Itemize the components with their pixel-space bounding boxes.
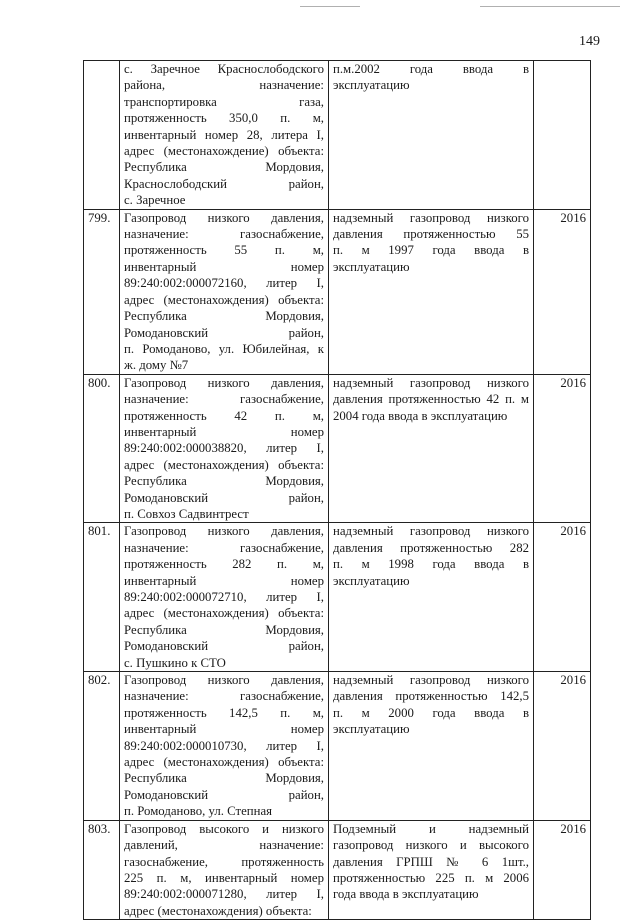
description-line: адрес (местонахождение) объекта: xyxy=(124,144,324,159)
table-row xyxy=(84,523,591,672)
characteristics-line: п.м.2002 года ввода в xyxy=(333,62,529,76)
registry-table-body xyxy=(84,61,591,920)
row-number: 801. xyxy=(84,523,120,672)
page-number: 149 xyxy=(579,34,600,49)
characteristics-line: 2004 года ввода в эксплуатацию xyxy=(333,408,508,423)
characteristics-line: п. м 1998 года ввода в xyxy=(333,557,529,572)
characteristics-line: давления протяженностью 55 xyxy=(333,227,529,242)
characteristics-line: надземный газопровод низкого xyxy=(333,673,529,688)
description-line: Ромодановский район, xyxy=(124,490,324,505)
characteristics-line: п. м 2000 года ввода в xyxy=(333,705,529,720)
characteristics-line: надземный газопровод низкого xyxy=(333,375,529,390)
description-line: п. Ромоданово, ул. Юбилейная, к xyxy=(124,341,324,356)
row-number: 803. xyxy=(84,820,120,919)
object-characteristics-cell xyxy=(329,61,534,210)
description-line: п. Ромоданово, ул. Степная xyxy=(124,804,273,819)
table-row xyxy=(84,672,591,821)
description-line: с. Заречное xyxy=(124,193,186,208)
characteristics-line: года ввода в эксплуатацию xyxy=(333,887,479,902)
description-line: с. Заречное Краснослободского xyxy=(124,62,324,76)
characteristics-line: надземный газопровод низкого xyxy=(333,210,529,225)
description-line: протяженность 282 п. м, xyxy=(124,557,324,572)
description-line: адрес (местонахождения) объекта: xyxy=(124,755,324,770)
description-line: инвентарный номер xyxy=(124,424,324,439)
characteristics-line: газопровод низкого и высокого xyxy=(333,838,529,853)
year-cell: 2016 xyxy=(534,523,591,672)
description-line: назначение: газоснабжение, xyxy=(124,689,324,704)
description-line: Республика Мордовия, xyxy=(124,160,324,175)
description-line: инвентарный номер xyxy=(124,573,324,588)
description-line: Ромодановский район, xyxy=(124,787,324,802)
description-line: протяженность 350,0 п. м, xyxy=(124,111,324,126)
description-line: назначение: газоснабжение, xyxy=(124,227,324,242)
description-line: Краснослободский район, xyxy=(124,176,324,191)
year-cell: 2016 xyxy=(534,374,591,523)
characteristics-line: давления протяженностью 142,5 xyxy=(333,689,529,704)
table-row xyxy=(84,374,591,523)
description-line: района, назначение: xyxy=(124,78,324,93)
description-line: Республика Мордовия, xyxy=(124,622,324,637)
object-description-cell xyxy=(120,672,329,821)
characteristics-line: эксплуатацию xyxy=(333,259,410,274)
description-line: Газопровод низкого давления, xyxy=(124,524,324,539)
description-line: 89:240:002:000072710, литер I, xyxy=(124,590,324,604)
description-line: адрес (местонахождения) объекта: xyxy=(124,606,324,621)
description-line: адрес (местонахождения) объекта: xyxy=(124,903,312,918)
table-row xyxy=(84,61,591,210)
description-line: Республика Мордовия, xyxy=(124,309,324,324)
description-line: п. Совхоз Садвинтрест xyxy=(124,506,249,521)
description-line: 89:240:002:000072160, литер I, xyxy=(124,276,324,291)
characteristics-line: эксплуатацию xyxy=(333,722,410,737)
row-number: 802. xyxy=(84,672,120,821)
characteristics-line: давления ГРПШ № 6 1шт., xyxy=(333,854,529,869)
object-characteristics-cell xyxy=(329,523,534,672)
description-line: инвентарный номер xyxy=(124,259,324,274)
object-description-cell xyxy=(120,523,329,672)
year-cell: 2016 xyxy=(534,820,591,919)
description-line: Газопровод низкого давления, xyxy=(124,210,324,225)
characteristics-line: надземный газопровод низкого xyxy=(333,524,529,539)
description-line: Ромодановский район, xyxy=(124,639,324,654)
description-line: Ромодановский район, xyxy=(124,325,324,340)
description-line: транспортировка газа, xyxy=(124,94,324,109)
description-line: давлений, назначение: xyxy=(124,838,324,853)
description-line: с. Пушкино к СТО xyxy=(124,655,226,670)
row-number: 800. xyxy=(84,374,120,523)
row-number xyxy=(84,61,120,210)
description-line: адрес (местонахождения) объекта: xyxy=(124,292,324,307)
object-description-cell xyxy=(120,374,329,523)
characteristics-line: эксплуатацию xyxy=(333,573,410,588)
description-line: Республика Мордовия, xyxy=(124,771,324,786)
description-line: протяженность 42 п. м, xyxy=(124,408,324,423)
year-cell xyxy=(534,61,591,210)
description-line: 89:240:002:000071280, литер I, xyxy=(124,887,324,902)
description-line: адрес (местонахождения) объекта: xyxy=(124,457,324,472)
description-line: протяженность 142,5 п. м, xyxy=(124,705,324,720)
description-line: 225 п. м, инвентарный номер xyxy=(124,870,324,885)
object-characteristics-cell xyxy=(329,672,534,821)
registry-table xyxy=(83,60,591,920)
characteristics-line: Подземный и надземный xyxy=(333,821,529,836)
characteristics-line: п. м 1997 года ввода в xyxy=(333,243,529,258)
object-characteristics-cell xyxy=(329,209,534,374)
table-row xyxy=(84,209,591,374)
description-line: ж. дому №7 xyxy=(124,358,189,373)
description-line: назначение: газоснабжение, xyxy=(124,540,324,555)
description-line: Газопровод низкого давления, xyxy=(124,375,324,390)
description-line: назначение: газоснабжение, xyxy=(124,392,324,407)
characteristics-line: давления протяженностью 282 xyxy=(333,540,529,555)
year-cell: 2016 xyxy=(534,209,591,374)
description-line: газоснабжение, протяженность xyxy=(124,854,324,869)
scan-artifact-mark xyxy=(480,6,620,7)
description-line: Газопровод высокого и низкого xyxy=(124,821,324,836)
description-line: инвентарный номер 28, литера I, xyxy=(124,127,324,142)
description-line: инвентарный номер xyxy=(124,722,324,737)
description-line: протяженность 55 п. м, xyxy=(124,243,324,258)
characteristics-line: протяженностью 225 п. м 2006 xyxy=(333,870,529,885)
description-line: 89:240:002:000010730, литер I, xyxy=(124,738,324,753)
year-cell: 2016 xyxy=(534,672,591,821)
description-line: Республика Мордовия, xyxy=(124,474,324,489)
object-description-cell xyxy=(120,61,329,210)
description-line: Газопровод низкого давления, xyxy=(124,673,324,688)
characteristics-line: давления протяженностью 42 п. м xyxy=(333,392,529,407)
scan-artifact-mark xyxy=(300,6,360,7)
row-number: 799. xyxy=(84,209,120,374)
object-characteristics-cell xyxy=(329,374,534,523)
object-description-cell xyxy=(120,209,329,374)
description-line: 89:240:002:000038820, литер I, xyxy=(124,441,324,456)
characteristics-line: эксплуатацию xyxy=(333,78,410,93)
